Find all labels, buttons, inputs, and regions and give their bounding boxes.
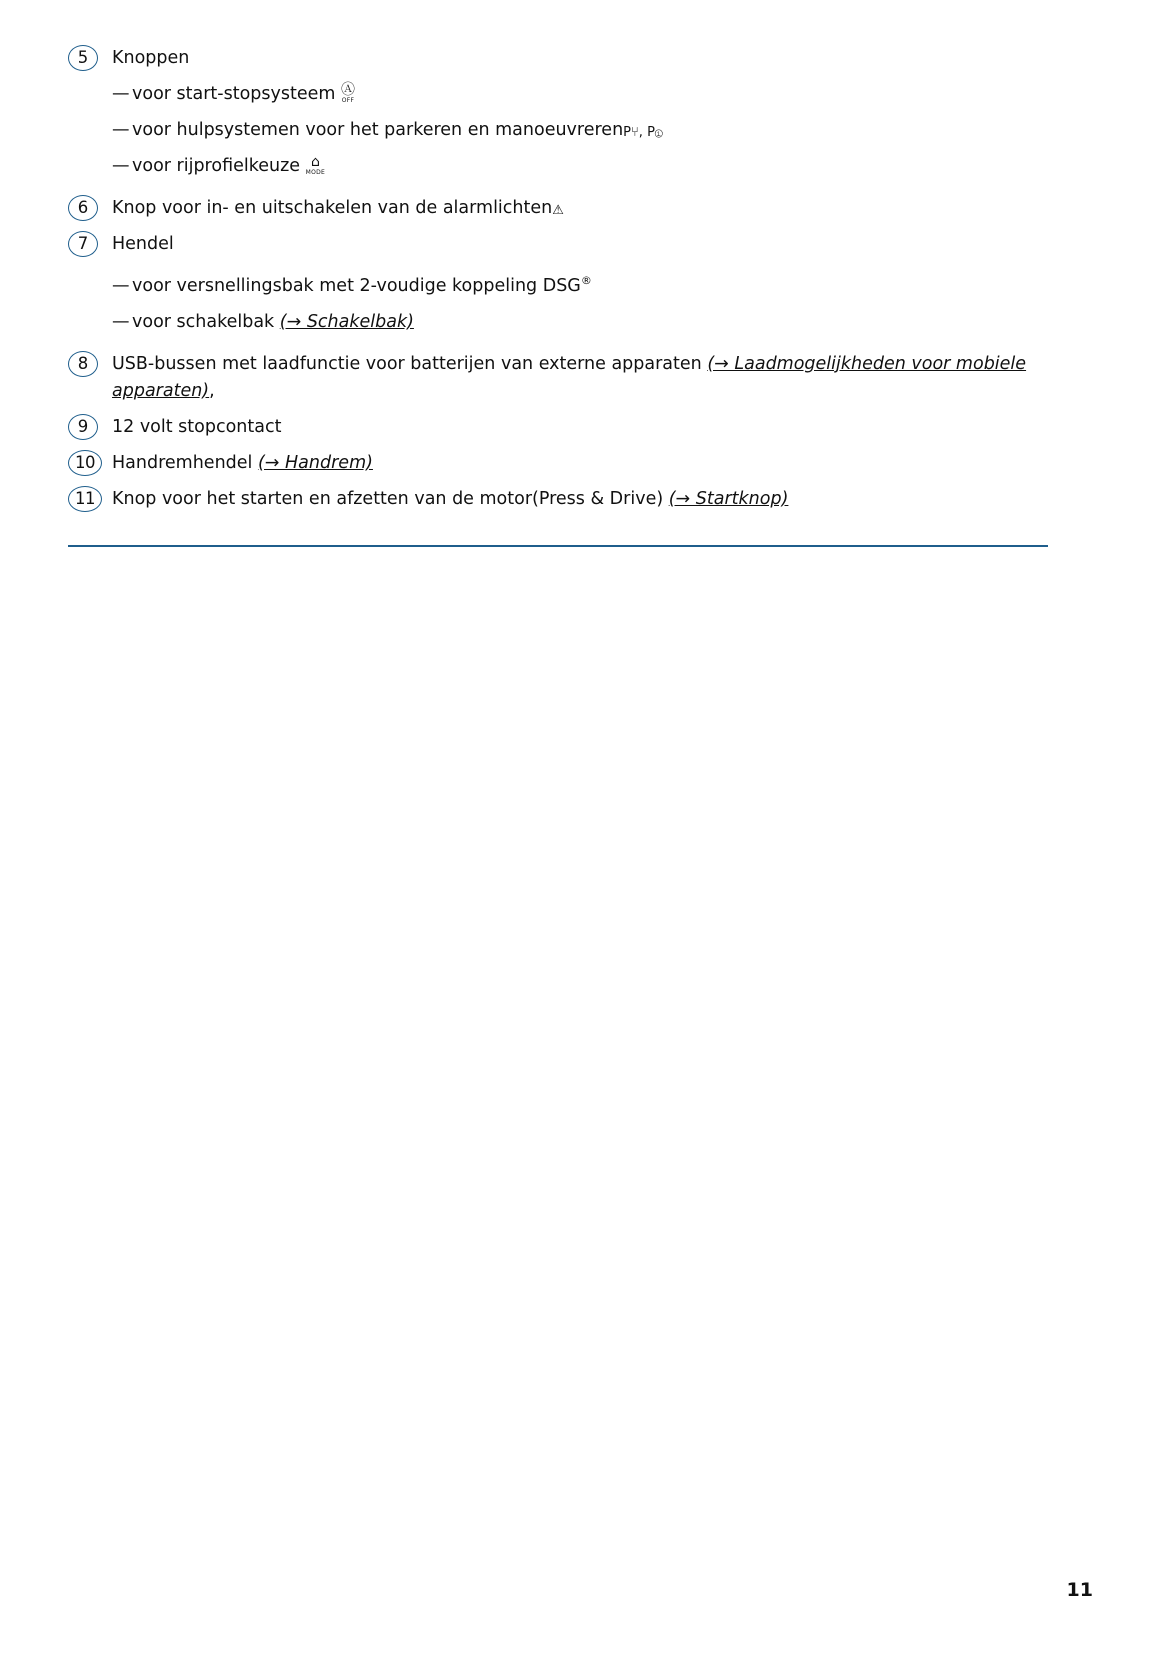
item-number: 9 (68, 414, 98, 440)
list-item (68, 449, 1113, 477)
item-number-marker (68, 231, 102, 257)
cross-reference-link[interactable]: (→ Startknop) (668, 488, 789, 509)
item-number-marker (68, 414, 102, 440)
item-number: 5 (68, 45, 98, 71)
sub-item-text (132, 267, 1113, 300)
sub-item-text (132, 117, 1113, 144)
item-number-marker (68, 351, 102, 377)
list-item (68, 230, 1113, 258)
dash-bullet: — (112, 84, 130, 104)
sub-item-label: voor versnellingsbak met 2-voudige koppeling DSG (132, 275, 581, 296)
sub-item-label: voor hulpsystemen voor het parkeren en manoeuvreren (132, 120, 624, 140)
dash-bullet: — (112, 156, 130, 176)
item-label: Handremhendel (112, 452, 258, 473)
item-number-marker (68, 486, 102, 512)
item-number: 10 (68, 450, 102, 476)
list-item (68, 485, 1113, 513)
item-text: Knoppen (112, 48, 190, 68)
item-label: USB-bussen met laadfunctie voor batterijen van externe apparaten (112, 353, 708, 374)
sub-item (112, 81, 1113, 108)
item-number: 6 (68, 195, 98, 221)
sub-item-label: voor rijprofielkeuze (132, 156, 301, 176)
item-number-marker (68, 45, 102, 71)
item-text: 12 volt stopcontact (112, 416, 282, 437)
cross-reference-link[interactable]: (→ Laadmogelijkheden voor mobiele apparaten) (112, 353, 1027, 401)
item-text (112, 449, 1113, 477)
sub-item-text (132, 309, 1113, 336)
item-text: Hendel (112, 234, 174, 254)
item-label: Knop voor het starten en afzetten van de motor(Press & Drive) (112, 488, 669, 509)
dash-bullet: — (112, 311, 130, 332)
sub-item (112, 309, 1113, 336)
sub-item (112, 153, 1113, 180)
registered-trademark-symbol: ® (580, 274, 592, 287)
item-number-marker (68, 195, 102, 221)
item-number-marker (68, 450, 102, 476)
item-text (112, 350, 1113, 405)
cross-reference-link[interactable]: (→ Handrem) (257, 452, 373, 473)
list-item (68, 44, 1113, 72)
dash-bullet: — (112, 120, 130, 140)
item-text (112, 194, 1113, 222)
list-item (68, 413, 1113, 441)
drive-mode-icon: ⌂ MODE (305, 154, 326, 176)
sub-item-text (132, 81, 1113, 108)
sub-item-text (132, 153, 1113, 180)
item-label: Knop voor in- en uitschakelen van de alarmlichten (112, 198, 553, 218)
sub-item-label: voor start-stopsysteem (132, 84, 336, 104)
sub-item (112, 267, 1113, 300)
park-assist-icon: P⑂, Pⓘ (623, 125, 663, 140)
list-group-7 (68, 230, 1113, 336)
hazard-warning-icon: ⚠ (552, 203, 564, 218)
sub-item-label: voor schakelbak (132, 311, 280, 332)
item-trailing-text: , (209, 380, 215, 401)
list-item (68, 194, 1113, 222)
item-number: 8 (68, 351, 98, 377)
cross-reference-link[interactable]: (→ Schakelbak) (279, 311, 414, 332)
page-content (68, 44, 1113, 521)
item-number: 7 (68, 231, 98, 257)
section-divider (68, 545, 1048, 547)
sub-item (112, 117, 1113, 144)
item-number: 11 (68, 486, 102, 512)
start-stop-off-icon: Ⓐ OFF (341, 82, 356, 104)
page-number: 11 (1066, 1579, 1093, 1601)
list-item (68, 350, 1113, 405)
dash-bullet: — (112, 275, 130, 296)
list-group-5 (68, 44, 1113, 180)
item-text (112, 485, 1113, 513)
